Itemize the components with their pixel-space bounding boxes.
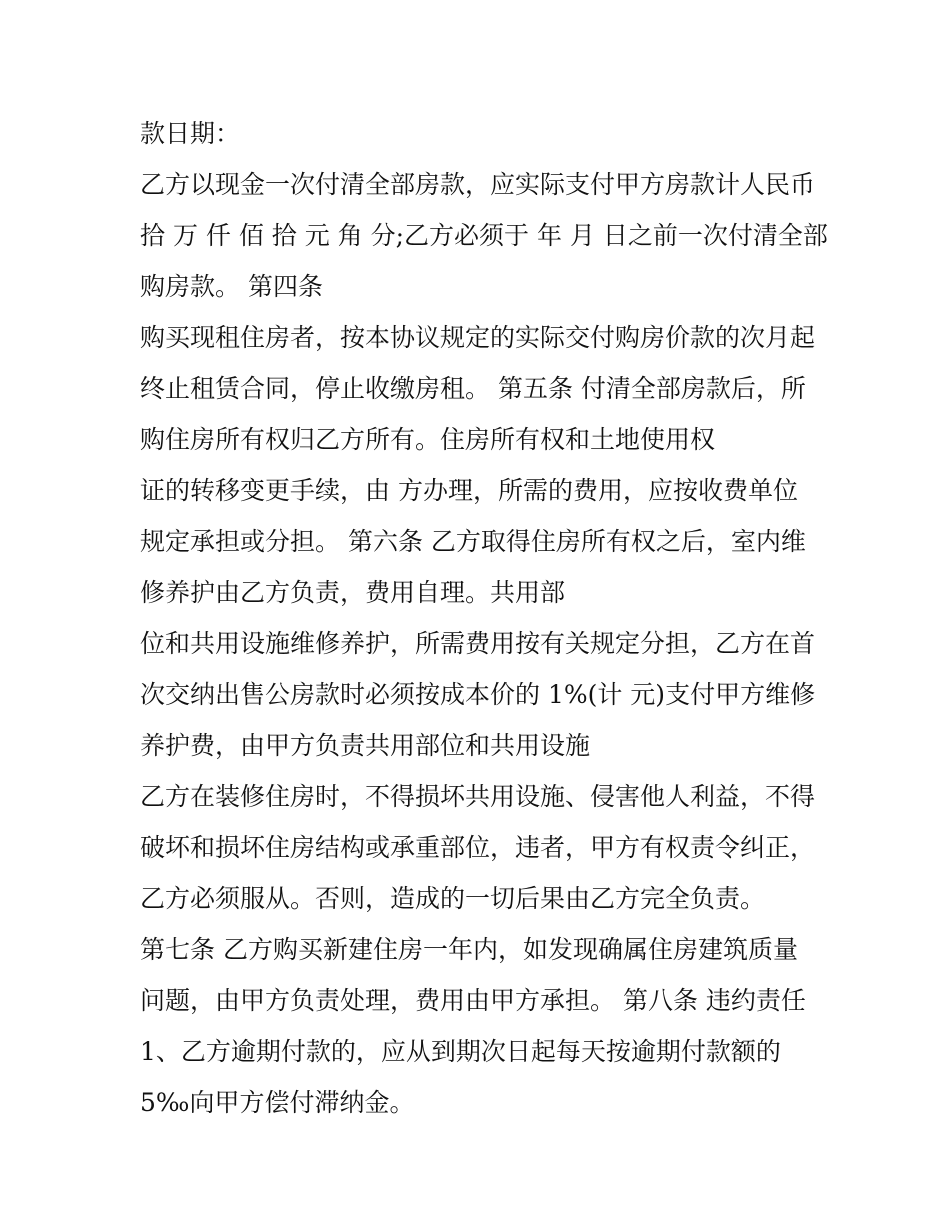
text-line: 证的转移变更手续，由 方办理，所需的费用，应按收费单位 <box>140 476 798 505</box>
text-line: 次交纳出售公房款时必须按成本价的 1%(计 元)支付甲方维修 <box>140 680 816 709</box>
text-line: 问题，由甲方负责处理，费用由甲方承担。 第八条 违约责任 <box>140 986 806 1015</box>
text-line: 第七条 乙方购买新建住房一年内，如发现确属住房建筑质量 <box>140 935 798 964</box>
text-line: 购住房所有权归乙方所有。住房所有权和土地使用权 <box>140 425 716 454</box>
text-line: 养护费，由甲方负责共用部位和共用设施 <box>140 731 591 760</box>
text-line: 1、乙方逾期付款的，应从到期次日起每天按逾期付款额的 <box>140 1037 781 1066</box>
text-line: 款日期： <box>140 119 241 148</box>
text-line: 乙方以现金一次付清全部房款，应实际支付甲方房款计人民币 <box>140 170 816 199</box>
text-line: 位和共用设施维修养护，所需费用按有关规定分担，乙方在首 <box>140 629 816 658</box>
text-line: 5‰向甲方偿付滞纳金。 <box>140 1088 415 1117</box>
text-line: 购买现租住房者，按本协议规定的实际交付购房价款的次月起 <box>140 323 816 352</box>
body-text <box>140 108 828 1128</box>
text-line: 破坏和损坏住房结构或承重部位，违者，甲方有权责令纠正， <box>140 833 816 862</box>
text-line: 购房款。 第四条 <box>140 272 323 301</box>
text-line: 修养护由乙方负责，费用自理。共用部 <box>140 578 566 607</box>
text-line: 乙方必须服从。否则，造成的一切后果由乙方完全负责。 <box>140 884 766 913</box>
text-line: 乙方在装修住房时，不得损坏共用设施、侵害他人利益，不得 <box>140 782 816 811</box>
text-line: 终止租赁合同，停止收缴房租。 第五条 付清全部房款后，所 <box>140 374 806 403</box>
text-line: 拾 万 仟 佰 拾 元 角 分;乙方必须于 年 月 日之前一次付清全部 <box>140 221 828 250</box>
text-line: 规定承担或分担。 第六条 乙方取得住房所有权之后，室内维 <box>140 527 806 556</box>
